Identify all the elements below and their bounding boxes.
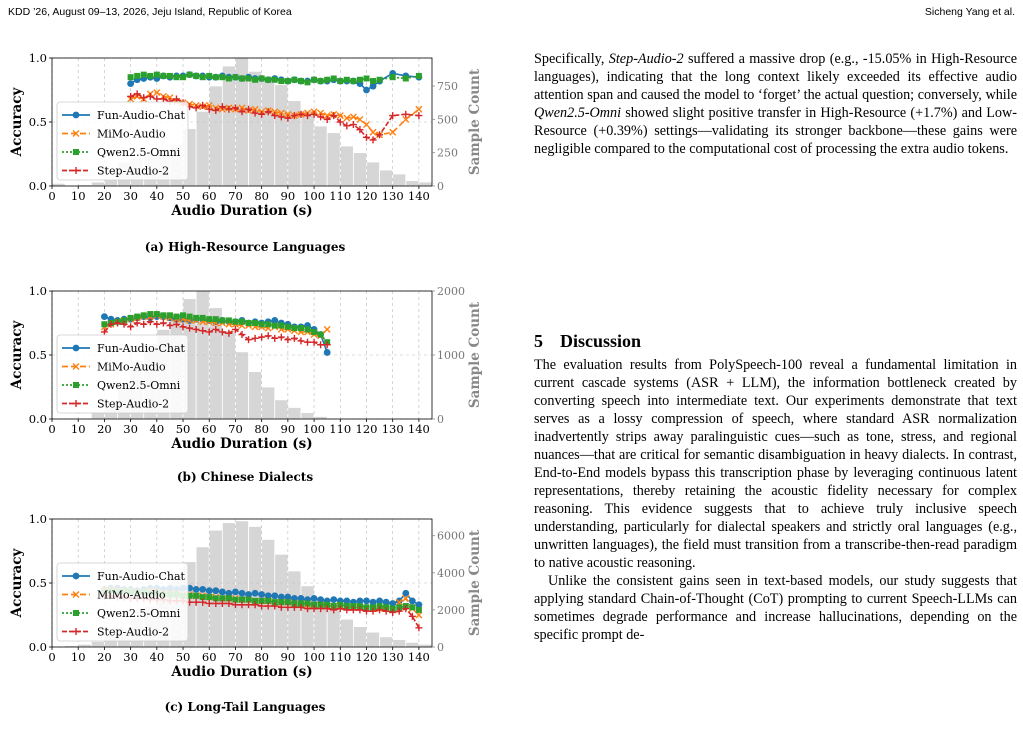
data-point (128, 74, 134, 80)
x-tick-label: 60 (201, 189, 217, 203)
data-point (297, 337, 304, 344)
data-point (134, 314, 140, 320)
paragraph-text: Specifically, (534, 51, 609, 67)
data-point (291, 335, 298, 342)
data-point (180, 74, 186, 80)
data-point (200, 74, 206, 80)
data-point (101, 321, 107, 327)
data-point (219, 317, 225, 323)
y-axis-label: Accuracy (9, 320, 25, 390)
data-point (200, 315, 206, 321)
data-point (285, 324, 291, 330)
x-tick-label: 70 (228, 189, 243, 203)
section-title: Discussion (560, 331, 642, 351)
x-tick-label: 10 (70, 189, 86, 203)
data-point (305, 326, 311, 332)
data-point (324, 77, 330, 83)
y-tick-label: 0.5 (28, 115, 47, 129)
histogram-bar (380, 170, 393, 186)
y-tick-label: 0.0 (28, 640, 47, 654)
data-point (285, 78, 291, 84)
data-point (258, 591, 265, 598)
data-point (311, 329, 317, 335)
histogram-bar (340, 146, 353, 186)
data-point (324, 326, 330, 332)
data-point (206, 73, 212, 79)
data-point (193, 73, 199, 79)
data-point (73, 149, 79, 155)
data-point (252, 77, 258, 83)
chart-high-resource (0, 44, 490, 244)
data-point (363, 134, 370, 141)
x-tick-label: 80 (254, 422, 269, 436)
data-point (167, 73, 173, 79)
y2-tick-label: 2000 (437, 285, 465, 298)
data-point (219, 74, 225, 80)
data-point (311, 339, 318, 346)
legend-label: MiMo-Audio (97, 360, 166, 374)
histogram-bar (340, 619, 353, 647)
data-point (357, 77, 363, 83)
data-point (344, 77, 350, 83)
data-point (232, 319, 238, 325)
legend-label: Qwen2.5-Omni (97, 607, 181, 620)
data-point (147, 73, 153, 79)
x-tick-label: 130 (381, 189, 404, 203)
legend-label: MiMo-Audio (97, 127, 166, 141)
data-point (370, 78, 376, 84)
data-point (324, 349, 331, 356)
data-point (141, 72, 147, 78)
x-tick-label: 100 (303, 189, 326, 203)
x-tick-label: 110 (329, 422, 352, 436)
data-point (199, 102, 206, 109)
data-point (291, 77, 297, 83)
y-tick-label: 0.0 (28, 412, 47, 426)
legend-label: Fun-Audio-Chat (97, 570, 185, 583)
y-tick-label: 0.0 (28, 179, 47, 193)
y-tick-label: 1.0 (28, 284, 47, 298)
histogram-bar (406, 181, 419, 186)
data-point (160, 73, 166, 79)
x-tick-label: 30 (123, 189, 138, 203)
x-tick-label: 130 (381, 650, 404, 664)
data-point (246, 320, 252, 326)
x-tick-label: 130 (381, 422, 404, 436)
y-tick-label: 1.0 (28, 51, 47, 65)
data-point (239, 319, 245, 325)
paragraph-ablation-results (534, 50, 1017, 158)
x-tick-label: 20 (97, 422, 112, 436)
discussion-body (534, 356, 1017, 644)
data-point (258, 334, 265, 341)
data-point (153, 321, 160, 328)
histogram-bar (366, 162, 379, 186)
y2-tick-label: 6000 (437, 529, 465, 543)
model-name: Qwen2.5-Omni (534, 105, 622, 121)
histogram-bar (393, 640, 406, 647)
y-axis-label: Accuracy (9, 87, 25, 157)
data-point (278, 334, 285, 341)
y-tick-label: 1.0 (28, 512, 47, 526)
chart-chinese-dialects (0, 277, 490, 477)
data-point (206, 594, 212, 600)
data-point (246, 75, 252, 81)
legend-label: Step-Audio-2 (97, 625, 170, 639)
y2-tick-label: 500 (437, 113, 458, 127)
data-point (409, 598, 416, 605)
model-name: Step-Audio-2 (608, 51, 684, 67)
data-point (147, 311, 153, 317)
caption-high-resource: (a) High-Resource Languages (144, 240, 346, 254)
data-point (271, 335, 278, 342)
y2-tick-label: 750 (437, 80, 458, 93)
data-point (343, 122, 350, 129)
data-point (213, 316, 219, 322)
histogram-bar (301, 586, 314, 647)
paragraph-text: suffered a massive drop (e.g., -15.05% in High-Resource languages), indicating that the long context likely exceeded its effective audio attention span and caused the model to ‘forget’ the actual question; conversely, while (534, 51, 1017, 103)
histogram-bar (406, 642, 419, 647)
data-point (193, 593, 199, 599)
y2-tick-label: 4000 (437, 566, 465, 580)
y2-tick-label: 1000 (437, 349, 465, 362)
data-point (330, 596, 337, 603)
data-point (160, 312, 166, 318)
data-point (232, 589, 239, 596)
x-tick-label: 70 (228, 422, 243, 436)
data-point (370, 129, 376, 135)
y2-tick-label: 2000 (437, 603, 465, 617)
y-tick-label: 0.5 (28, 576, 47, 590)
histogram-bar (78, 644, 91, 647)
running-header-venue: KDD ’26, August 09–13, 2026, Jeju Island, Republic of Korea (8, 6, 292, 18)
histogram-bar (275, 400, 288, 419)
x-tick-label: 40 (149, 650, 165, 664)
x-tick-label: 60 (201, 650, 217, 664)
data-point (213, 74, 219, 80)
histogram-bar (91, 182, 104, 186)
histogram-bar (222, 523, 235, 647)
data-point (134, 90, 141, 97)
data-point (363, 87, 370, 94)
data-point (134, 73, 140, 79)
running-header-authors: Sicheng Yang et al. (924, 6, 1015, 18)
histogram-bar (235, 352, 248, 419)
x-tick-label: 30 (123, 650, 138, 664)
x-axis-label: Audio Duration (s) (171, 203, 313, 219)
x-tick-label: 100 (303, 422, 326, 436)
x-tick-label: 60 (201, 422, 217, 436)
histogram-bar (249, 372, 262, 419)
histogram-bar (419, 182, 432, 186)
y2-axis-label: Sample Count (467, 529, 483, 637)
histogram-bar (209, 86, 222, 186)
legend-label: Step-Audio-2 (97, 397, 170, 411)
data-point (154, 311, 160, 317)
x-tick-label: 110 (329, 650, 352, 664)
data-point (259, 321, 265, 327)
histogram-bar (249, 71, 262, 186)
data-point (212, 587, 219, 594)
x-tick-label: 0 (48, 422, 56, 436)
data-point (265, 321, 271, 327)
x-tick-label: 0 (48, 650, 56, 664)
x-tick-label: 90 (280, 650, 296, 664)
histogram-bar (380, 637, 393, 647)
x-tick-label: 20 (97, 189, 112, 203)
x-tick-label: 90 (280, 422, 296, 436)
data-point (160, 320, 167, 327)
data-point (173, 314, 179, 320)
data-point (330, 112, 337, 119)
histogram-bar (393, 174, 406, 186)
caption-long-tail: (c) Long-Tail Languages (164, 700, 326, 714)
histogram-bar (262, 387, 275, 419)
data-point (141, 312, 147, 318)
histogram-bar (262, 79, 275, 186)
histogram-bar (222, 331, 235, 419)
x-tick-label: 10 (70, 650, 86, 664)
data-point (193, 586, 200, 593)
data-point (219, 589, 226, 596)
data-point (331, 75, 337, 81)
data-point (265, 332, 272, 339)
histogram-bar (196, 111, 209, 186)
data-point (199, 586, 206, 593)
section-number: 5 (534, 331, 543, 351)
legend-label: MiMo-Audio (97, 588, 166, 602)
histogram-bar (275, 85, 288, 186)
histogram-bar (222, 66, 235, 186)
histogram-bar (235, 521, 248, 647)
histogram-bar (327, 610, 340, 647)
data-point (311, 77, 317, 83)
legend-label: Step-Audio-2 (97, 164, 170, 178)
x-tick-label: 50 (175, 422, 191, 436)
data-point (180, 312, 186, 318)
x-tick-label: 50 (175, 650, 191, 664)
data-point (127, 80, 134, 87)
data-point (252, 590, 259, 597)
data-point (318, 332, 324, 338)
legend-label: Fun-Audio-Chat (97, 109, 185, 122)
paragraph-text: showed slight positive transfer in High-Resource (+1.7%) and Low-Resource (+0.39%) settings—validating its stronger backbone—these gains were negligible compared to the computational cost of processing the extra audio tokens. (534, 105, 1017, 157)
data-point (173, 74, 179, 80)
data-point (73, 345, 80, 352)
y2-axis-label: Sample Count (467, 68, 483, 176)
y2-tick-label: 0 (437, 641, 444, 654)
y-axis-label: Accuracy (9, 548, 25, 618)
y-tick-label: 0.5 (28, 348, 47, 362)
data-point (265, 77, 271, 83)
x-tick-label: 10 (70, 422, 86, 436)
paragraph-discussion-1: The evaluation results from PolySpeech-100 reveal a fundamental limitation in current cascade systems (ASR + LLM), the information bottleneck created by converting speech into intermediate text. Our experiments demonstrate that text serves as a lossy compression of speech, where standard ASR normalization inadvertently strips away paralinguistic cues—such as tone, stress, and regional nuances—that are critical for semantic disambiguation in heavy dialects. In contrast, End-to-End models bypass this transcription phase by leveraging continuous latent representations, thereby retaining the acoustic fidelity necessary for complex reasoning. This evidence suggests that to achieve truly inclusive speech understanding, particularly for dialectal speakers and strictly oral languages (e.g., unwritten languages), the field must transition from a transcribe-then-read paradigm to native acoustic reasoning. (534, 357, 1017, 571)
legend-label: Qwen2.5-Omni (97, 146, 181, 159)
data-point (73, 573, 80, 580)
data-point (409, 604, 415, 610)
data-point (226, 317, 232, 323)
x-tick-label: 90 (280, 189, 296, 203)
x-tick-label: 100 (303, 650, 326, 664)
data-point (350, 78, 356, 84)
data-point (206, 587, 213, 594)
x-tick-label: 120 (355, 422, 378, 436)
data-point (416, 73, 422, 79)
data-point (318, 78, 324, 84)
histogram-bar (353, 627, 366, 647)
data-point (101, 313, 108, 320)
data-point (187, 314, 193, 320)
y2-axis-label: Sample Count (467, 301, 483, 409)
data-point (187, 72, 193, 78)
histogram-bar (353, 153, 366, 186)
data-point (73, 112, 80, 119)
histogram-bar (288, 407, 301, 419)
data-point (298, 78, 304, 84)
legend (57, 102, 188, 180)
histogram-bar (419, 644, 432, 647)
caption-chinese-dialects: (b) Chinese Dialects (176, 470, 314, 484)
data-point (415, 624, 422, 631)
histogram-bar (91, 641, 104, 647)
data-point (226, 75, 232, 81)
x-tick-label: 80 (254, 650, 269, 664)
data-point (153, 95, 160, 102)
x-tick-label: 40 (149, 422, 165, 436)
x-tick-label: 70 (228, 650, 243, 664)
x-tick-label: 50 (175, 189, 191, 203)
data-point (304, 339, 311, 346)
paragraph-discussion-2: Unlike the consistent gains seen in text-based models, our study suggests that applying standard Chain-of-Thought (CoT) prompting to current Speech-LLMs can sometimes degrade performance and increase hallucinations, depending on the specific prompt de- (534, 573, 1017, 643)
data-point (390, 74, 396, 80)
data-point (311, 595, 318, 602)
x-tick-label: 80 (254, 189, 269, 203)
histogram-bar (301, 413, 314, 419)
data-point (363, 598, 370, 605)
y2-tick-label: 0 (437, 413, 444, 426)
histogram-bar (301, 111, 314, 186)
x-tick-label: 30 (123, 422, 138, 436)
data-point (252, 335, 259, 342)
data-point (154, 72, 160, 78)
data-point (272, 323, 278, 329)
legend (57, 335, 188, 413)
section-heading (534, 331, 641, 352)
x-tick-label: 0 (48, 189, 56, 203)
data-point (73, 382, 79, 388)
data-point (278, 323, 284, 329)
chart-long-tail (0, 505, 490, 705)
y2-tick-label: 0 (437, 180, 444, 193)
data-point (337, 78, 343, 84)
data-point (147, 93, 154, 100)
data-point (271, 592, 278, 599)
data-point (167, 312, 173, 318)
data-point (298, 325, 304, 331)
data-point (173, 95, 180, 102)
x-tick-label: 140 (407, 189, 430, 203)
data-point (193, 315, 199, 321)
x-axis-label: Audio Duration (s) (171, 436, 313, 452)
x-tick-label: 140 (407, 650, 430, 664)
histogram-bar (249, 526, 262, 647)
data-point (239, 75, 245, 81)
data-point (127, 323, 134, 330)
x-tick-label: 120 (355, 189, 378, 203)
data-point (239, 590, 246, 597)
data-point (272, 77, 278, 83)
data-point (140, 321, 147, 328)
legend-label: Qwen2.5-Omni (97, 379, 181, 392)
histogram-bar (327, 133, 340, 186)
data-point (284, 336, 291, 343)
data-point (140, 94, 147, 101)
data-point (305, 79, 311, 85)
data-point (232, 74, 238, 80)
data-point (415, 112, 422, 119)
data-point (206, 316, 212, 322)
data-point (377, 77, 383, 83)
histogram-bar (314, 126, 327, 186)
data-point (363, 75, 369, 81)
data-point (252, 320, 258, 326)
data-point (278, 78, 284, 84)
x-tick-label: 110 (329, 189, 352, 203)
legend-label: Fun-Audio-Chat (97, 342, 185, 355)
data-point (291, 325, 297, 331)
x-tick-label: 20 (97, 650, 112, 664)
data-point (259, 75, 265, 81)
data-point (239, 331, 246, 338)
x-tick-label: 120 (355, 650, 378, 664)
data-point (73, 610, 79, 616)
y2-tick-label: 250 (437, 146, 458, 160)
x-axis-label: Audio Duration (s) (171, 664, 313, 680)
data-point (128, 315, 134, 321)
data-point (416, 607, 422, 613)
x-tick-label: 140 (407, 422, 430, 436)
data-point (403, 75, 409, 81)
legend (57, 563, 188, 641)
histogram-bar (366, 632, 379, 647)
data-point (370, 136, 377, 143)
x-tick-label: 40 (149, 189, 165, 203)
